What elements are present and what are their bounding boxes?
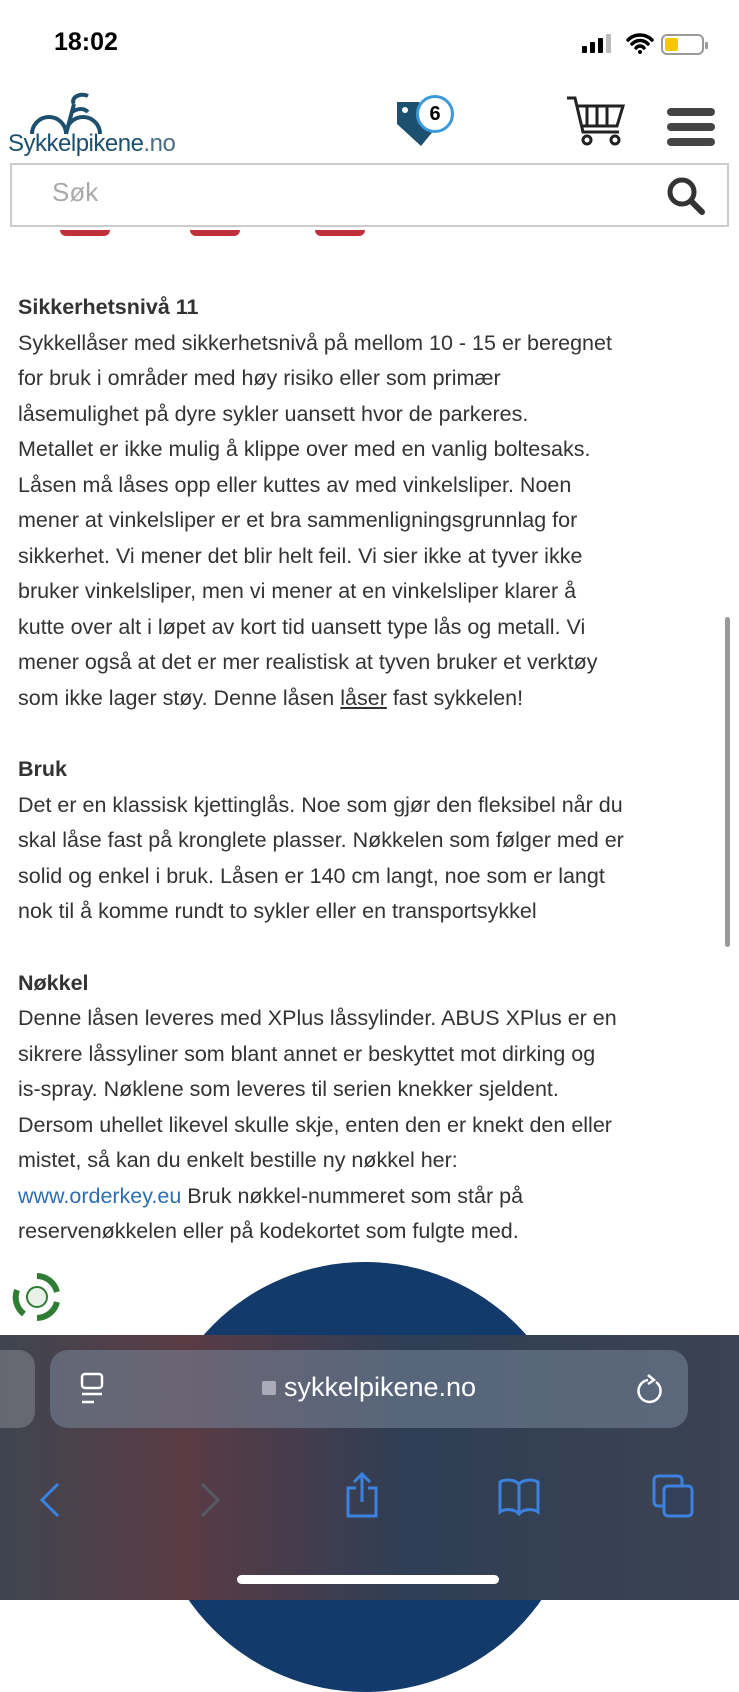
badge-count: 6 bbox=[416, 95, 454, 133]
lock-icon bbox=[262, 1381, 276, 1395]
paragraph-line: Det er en klassisk kjettinglås. Noe som gjør den fleksibel når du bbox=[18, 792, 623, 817]
paragraph-line: mener at vinkelsliper er et bra sammenligningsgrunnlag for bbox=[18, 508, 578, 532]
paragraph-line: mener også at det er mer realistisk at tyven bruker et verktøy bbox=[18, 650, 598, 674]
paragraph-line: som ikke lager støy. Denne låsen låser fast sykkelen! bbox=[18, 685, 524, 710]
battery-icon bbox=[661, 34, 704, 55]
paragraph-line: solid og enkel i bruk. Låsen er 140 cm langt, noe som er langt bbox=[18, 863, 605, 888]
back-icon[interactable] bbox=[38, 1480, 62, 1520]
paragraph-line: mistet, så kan du enkelt bestille ny nøkkel her: bbox=[18, 1148, 458, 1172]
forward-icon[interactable] bbox=[198, 1480, 222, 1520]
paragraph-line: Metallet er ikke mulig å klippe over med en vanlig boltesaks. bbox=[18, 437, 591, 461]
product-image-edge bbox=[60, 230, 360, 240]
paragraph-line: nok til å komme rundt to sykler eller en transportsykkel bbox=[18, 899, 537, 923]
site-logo[interactable]: Sykkelpikene.no bbox=[8, 130, 176, 157]
orderkey-link[interactable]: www.orderkey.eu bbox=[18, 1183, 182, 1208]
paragraph-line: www.orderkey.eu Bruk nøkkel-nummeret som står på bbox=[18, 1183, 524, 1208]
search-icon[interactable] bbox=[665, 175, 707, 217]
status-bar bbox=[0, 0, 739, 88]
url-text: sykkelpikene.no bbox=[283, 1372, 477, 1402]
tabs-icon[interactable] bbox=[652, 1474, 694, 1518]
paragraph-line: sikrere låssyliner som blant annet er beskyttet mot dirking og bbox=[18, 1041, 596, 1066]
paragraph-line: bruker vinkelsliper, men vi mener at en vinkelsliper klarer å bbox=[18, 579, 577, 603]
site-header bbox=[0, 88, 739, 160]
paragraph-line: is-spray. Nøklene som leveres til serien knekker sjeldent. bbox=[18, 1077, 559, 1101]
wifi-icon bbox=[626, 32, 654, 54]
share-icon[interactable] bbox=[345, 1472, 379, 1518]
paragraph-line: Denne låsen leveres med XPlus låssylinder. ABUS XPlus er en bbox=[18, 1006, 617, 1030]
price-tag-button[interactable] bbox=[395, 94, 465, 144]
scrollbar[interactable] bbox=[725, 617, 730, 947]
paragraph-line: låsemulighet på dyre sykler uansett hvor de parkeres. bbox=[18, 401, 529, 426]
section-heading: Sikkerhetsnivå 11 bbox=[18, 295, 199, 319]
section-heading: Bruk bbox=[18, 757, 67, 781]
paragraph-line: Dersom uhellet likevel skulle skje, enten den er knekt den eller bbox=[18, 1112, 612, 1137]
clock: 18:02 bbox=[54, 28, 118, 56]
paragraph-line: for bruk i områder med høy risiko eller som primær bbox=[18, 366, 501, 390]
section-security-text bbox=[18, 326, 728, 681]
laser-link[interactable]: låser bbox=[340, 685, 387, 710]
section-heading: Nøkkel bbox=[18, 970, 89, 995]
previous-tab[interactable] bbox=[0, 1350, 35, 1428]
search-input[interactable] bbox=[52, 177, 612, 208]
cart-icon[interactable] bbox=[565, 96, 627, 148]
menu-icon[interactable] bbox=[667, 108, 715, 146]
article-body bbox=[18, 290, 728, 1250]
paragraph-line: sikkerhet. Vi mener det blir helt feil. Vi sier ikke at tyver ikke bbox=[18, 543, 583, 568]
reload-icon[interactable] bbox=[636, 1372, 664, 1406]
search-bar bbox=[10, 163, 729, 227]
paragraph-line: kutte over alt i løpet av kort tid uansett type lås og metall. Vi bbox=[18, 614, 586, 639]
paragraph-line: Låsen må låses opp eller kuttes av med vinkelsliper. Noen bbox=[18, 472, 572, 497]
bookmarks-icon[interactable] bbox=[497, 1478, 541, 1516]
paragraph-line: Sykkellåser med sikkerhetsnivå på mellom 10 - 15 er beregnet bbox=[18, 330, 612, 355]
address-bar[interactable] bbox=[50, 1350, 688, 1428]
paragraph-line: reservenøkkelen eller på kodekortet som fulgte med. bbox=[18, 1219, 519, 1243]
signal-icon bbox=[582, 34, 611, 53]
paragraph-line: skal låse fast på kronglete plasser. Nøkkelen som følger med er bbox=[18, 828, 624, 852]
recycle-badge-icon[interactable] bbox=[12, 1272, 62, 1322]
section-key-text bbox=[18, 1001, 728, 1179]
home-indicator[interactable] bbox=[237, 1575, 499, 1584]
section-usage-text bbox=[18, 788, 728, 930]
